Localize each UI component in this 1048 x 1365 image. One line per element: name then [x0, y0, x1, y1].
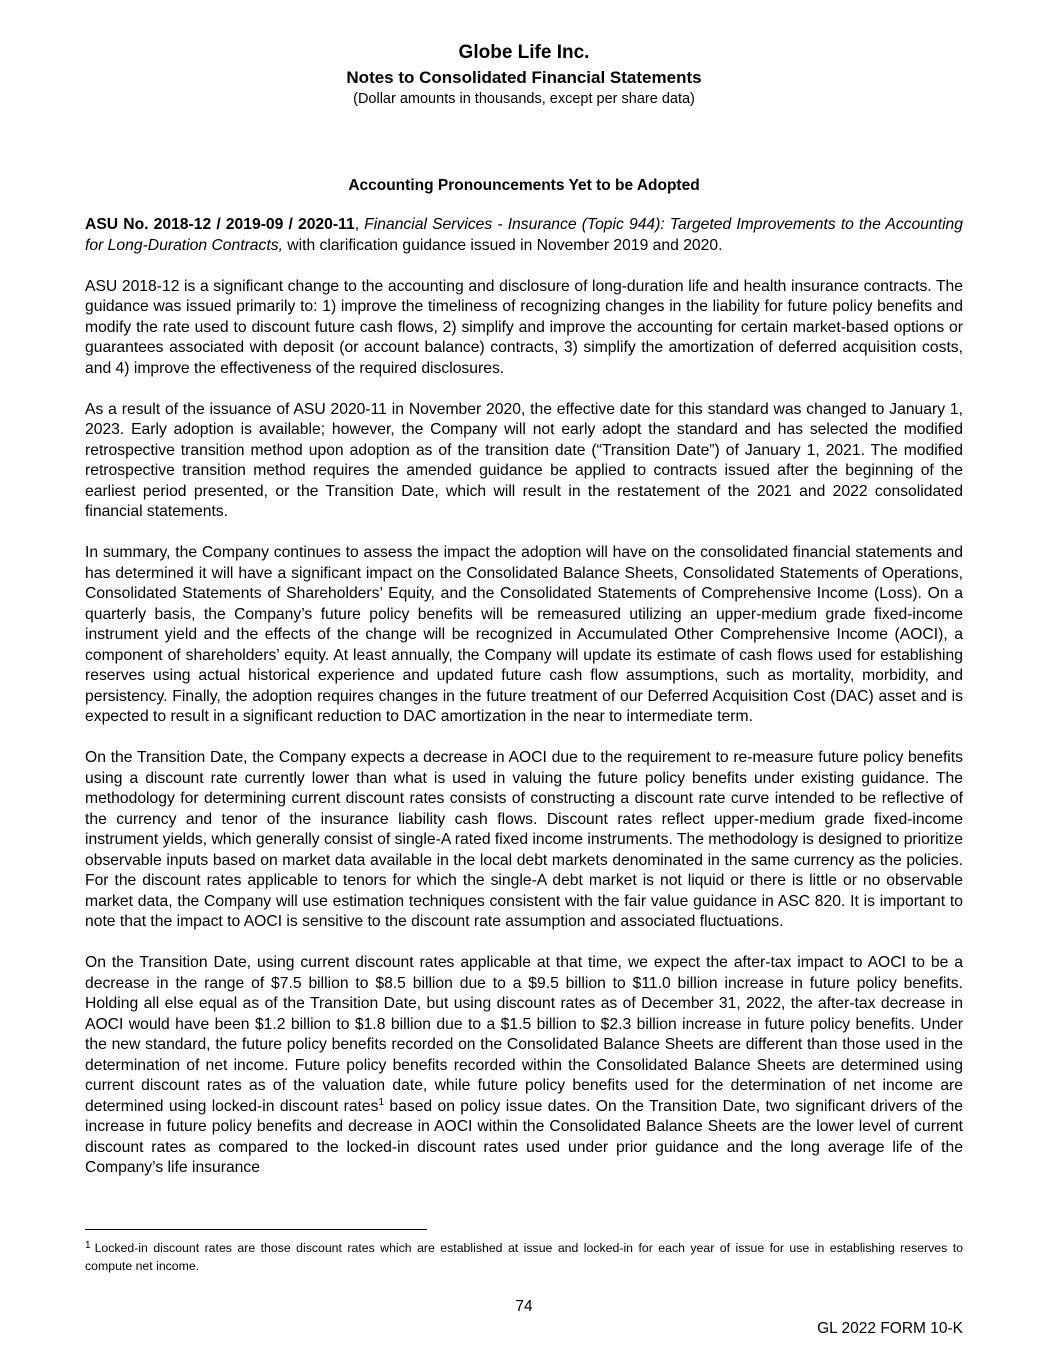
- document-subtitle: Notes to Consolidated Financial Statements: [346, 68, 702, 87]
- asu-paragraph: [85, 215, 963, 256]
- paragraph-5: [85, 953, 963, 1179]
- body-text: [85, 215, 963, 1179]
- footnote-marker: 1: [85, 1240, 91, 1251]
- asu-title: Financial Services - Insurance (Topic 944): Targeted Improvements to the Accounting for Long-Duration Contracts,: [85, 216, 963, 254]
- paragraph-5-part-2: based on policy issue dates. On the Transition Date, two significant drivers of the increase in future policy benefits and decrease in AOCI within the Consolidated Balance Sheets are the lower level of current discount rates as compared to the locked-in discount rates used under prior guidance and the long average life of the Company’s life insurance: [85, 1097, 963, 1176]
- paragraph-2: As a result of the issuance of ASU 2020-11 in November 2020, the effective date for this standard was changed to January 1, 2023. Early adoption is available; however, the Company will not early adopt the standard and has selected the modified retrospective transition method upon adoption as of the transition date (“Transition Date”) of January 1, 2021. The modified retrospective transition method requires the amended guidance be applied to contracts issued after the beginning of the earliest period presented, or the Transition Date, which will result in the restatement of the 2021 and 2022 consolidated financial statements.: [85, 400, 963, 520]
- asu-comma: ,: [354, 216, 365, 233]
- page-number: 74: [515, 1298, 533, 1315]
- form-label: GL 2022 FORM 10-K: [817, 1320, 963, 1337]
- paragraph-4: On the Transition Date, the Company expects a decrease in AOCI due to the requirement to re-measure future policy benefits using a discount rate currently lower than what is used in valuing the future policy benefits under existing guidance. The methodology for determining current discount rates consists of constructing a discount rate curve intended to be reflective of the currency and tenor of the insurance liability cash flows. Discount rates reflect upper-medium grade fixed-income instrument yields, which generally consist of single-A rated fixed income instruments. The methodology is designed to prioritize observable inputs based on market data available in the local debt markets denominated in the same currency as the policies. For the discount rates applicable to tenors for which the single-A debt market is not liquid or there is little or no observable market data, the Company will use estimation techniques consistent with the fair value guidance in ASC 820. It is important to note that the impact to AOCI is sensitive to the discount rate assumption and associated fluctuations.: [85, 749, 963, 930]
- units-note: (Dollar amounts in thousands, except per share data): [353, 91, 695, 107]
- paragraph-5-part-1: On the Transition Date, using current discount rates applicable at that time, we expect the after-tax impact to AOCI to be a decrease in the range of $7.5 billion to $8.5 billion due to a $9.5 billion to $11.0 billion increase in future policy benefits. Holding all else equal as of the Transition Date, but using discount rates as of December 31, 2022, the after-tax decrease in AOCI would have been $1.2 billion to $1.8 billion due to a $1.5 billion to $2.3 billion increase in future policy benefits. Under the new standard, the future policy benefits recorded on the Consolidated Balance Sheets are different than those used in the determination of net income. Future policy benefits recorded within the Consolidated Balance Sheets are determined using current discount rates as of the valuation date, while future policy benefits used for the determination of net income are determined using locked-in discount rates: [85, 954, 963, 1115]
- footnote: [85, 1237, 963, 1275]
- paragraph-1: ASU 2018-12 is a significant change to the accounting and disclosure of long-duration life and health insurance contracts. The guidance was issued primarily to: 1) improve the timeliness of recognizing changes in the liability for future policy benefits and modify the rate used to discount future cash flows, 2) simplify and improve the accounting for certain market-based options or guarantees associated with deposit (or account balance) contracts, 3) simplify the amortization of deferred acquisition costs, and 4) improve the effectiveness of the required disclosures.: [85, 277, 963, 377]
- footnote-divider: [85, 1229, 427, 1230]
- asu-rest: with clarification guidance issued in November 2019 and 2020.: [282, 236, 723, 254]
- footnote-text: Locked-in discount rates are those discount rates which are established at issue and locked-in for each year of issue for use in establishing reserves to compute net income.: [85, 1241, 963, 1273]
- footnote-reference: 1: [378, 1096, 385, 1108]
- company-name: Globe Life Inc.: [458, 42, 590, 63]
- asu-number: ASU No. 2018-12 / 2019-09 / 2020-11: [85, 216, 355, 233]
- paragraph-3: In summary, the Company continues to assess the impact the adoption will have on the consolidated financial statements and has determined it will have a significant impact on the Consolidated Balance Sheets, Consolidated Statements of Operations, Consolidated Statements of Shareholders’ Equity, and the Consolidated Statements of Comprehensive Income (Loss). On a quarterly basis, the Company’s future policy benefits will be remeasured utilizing an upper-medium grade fixed-income instrument yield and the effects of the change will be recognized in Accumulated Other Comprehensive Income (AOCI), a component of shareholders’ equity. At least annually, the Company will update its estimate of cash flows used for establishing reserves using actual historical experience and updated future cash flow assumptions, such as mortality, morbidity, and persistency. Finally, the adoption requires changes in the future treatment of our Deferred Acquisition Cost (DAC) asset and is expected to result in a significant reduction to DAC amortization in the near to intermediate term.: [85, 544, 963, 725]
- section-title: Accounting Pronouncements Yet to be Adopted: [348, 177, 700, 194]
